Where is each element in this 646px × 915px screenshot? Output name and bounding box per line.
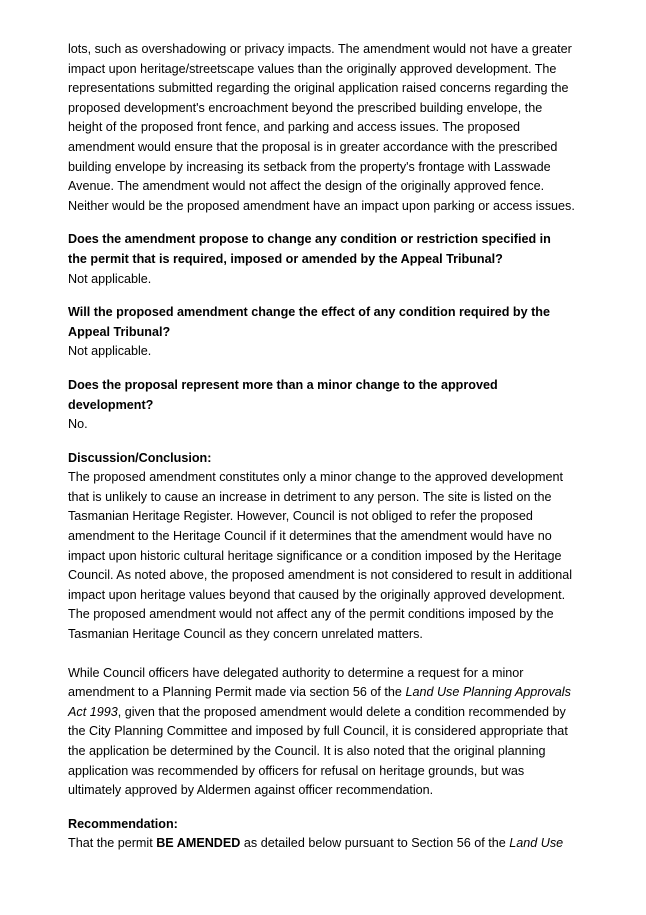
question-2-answer: Not applicable. xyxy=(68,344,152,359)
recommendation-text: That the permit BE AMENDED as detailed below pursuant to Section 56 of the Land Use xyxy=(68,836,564,851)
intro-line: lots, such as overshadowing or privacy impacts. The amendment would not have a greater xyxy=(68,42,572,56)
discussion-line: Tasmanian Heritage Register. However, Council is not obliged to refer the proposed xyxy=(68,509,533,524)
question-3-heading: Does the proposal represent more than a minor change to the approved development? xyxy=(68,377,498,412)
discussion-heading: Discussion/Conclusion: xyxy=(68,450,212,465)
discussion-line: impact upon historic cultural heritage significance or a condition imposed by the Heritage xyxy=(68,548,562,563)
intro-line: height of the proposed front fence, and parking and access issues. The proposed xyxy=(68,120,521,135)
intro-line: impact upon heritage/streetscape values than the originally approved development. The xyxy=(68,61,557,76)
intro-line: amendment would ensure that the proposal is in greater accordance with the prescribed xyxy=(68,139,558,154)
discussion-line: The proposed amendment constitutes only a minor change to the approved development xyxy=(68,470,563,485)
be-amended-bold: BE AMENDED xyxy=(156,836,241,851)
delegation-paragraph: While Council officers have delegated authority to determine a request for a minor amendment to a Planning Permit made via section 56 of the Land Use Planning Approvals Act 1993, given that the proposed amendment would delete a condition recommended by the City Planning Committee and imposed by full Council, it is considered appropriate that the application be determined by the Council. It is also noted that the original planning application was recommended by officers for refusal on heritage grounds, but was ultimately approved by Aldermen against officer recommendation. xyxy=(68,665,571,798)
discussion-line: amendment to the Heritage Council if it determines that the amendment would have no xyxy=(68,529,552,544)
discussion-line: Council. As noted above, the proposed amendment is not considered to result in additional xyxy=(68,568,573,583)
discussion-line: that is unlikely to cause an increase in detriment to any person. The site is listed on the xyxy=(68,489,552,504)
question-2-heading: Will the proposed amendment change the effect of any condition required by the Appeal Tribunal? xyxy=(68,305,550,339)
intro-line: Neither would be the proposed amendment have an impact upon parking or access issues. xyxy=(68,198,575,213)
act-title-italic: Land Use Planning Approvals xyxy=(405,685,571,700)
discussion-line: The proposed amendment would not affect any of the permit conditions imposed by the xyxy=(68,607,554,622)
question-3-answer: No. xyxy=(68,417,88,432)
document-page xyxy=(68,40,588,854)
discussion-paragraph xyxy=(68,468,588,644)
intro-line: Avenue. The amendment would not affect the design of the originally approved fence. xyxy=(68,179,545,194)
intro-line: proposed development's encroachment beyond the prescribed building envelope, the xyxy=(68,100,543,115)
recommendation-heading: Recommendation: xyxy=(68,816,178,831)
intro-paragraph xyxy=(68,40,588,216)
discussion-line: impact upon heritage values beyond that caused by the originally approved development. xyxy=(68,587,566,602)
intro-line: building envelope by increasing its setback from the property's frontage with Lasswade xyxy=(68,159,551,174)
discussion-line: Tasmanian Heritage Council as they concern unrelated matters. xyxy=(68,627,423,642)
question-1-heading: Does the amendment propose to change any condition or restriction specified in the permit that is required, imposed or amended by the Appeal Tribunal? xyxy=(68,232,551,266)
question-1-answer: Not applicable. xyxy=(68,271,152,286)
intro-line: representations submitted regarding the original application raised concerns regarding the xyxy=(68,81,569,96)
act-year-italic: Act 1993 xyxy=(68,704,118,719)
